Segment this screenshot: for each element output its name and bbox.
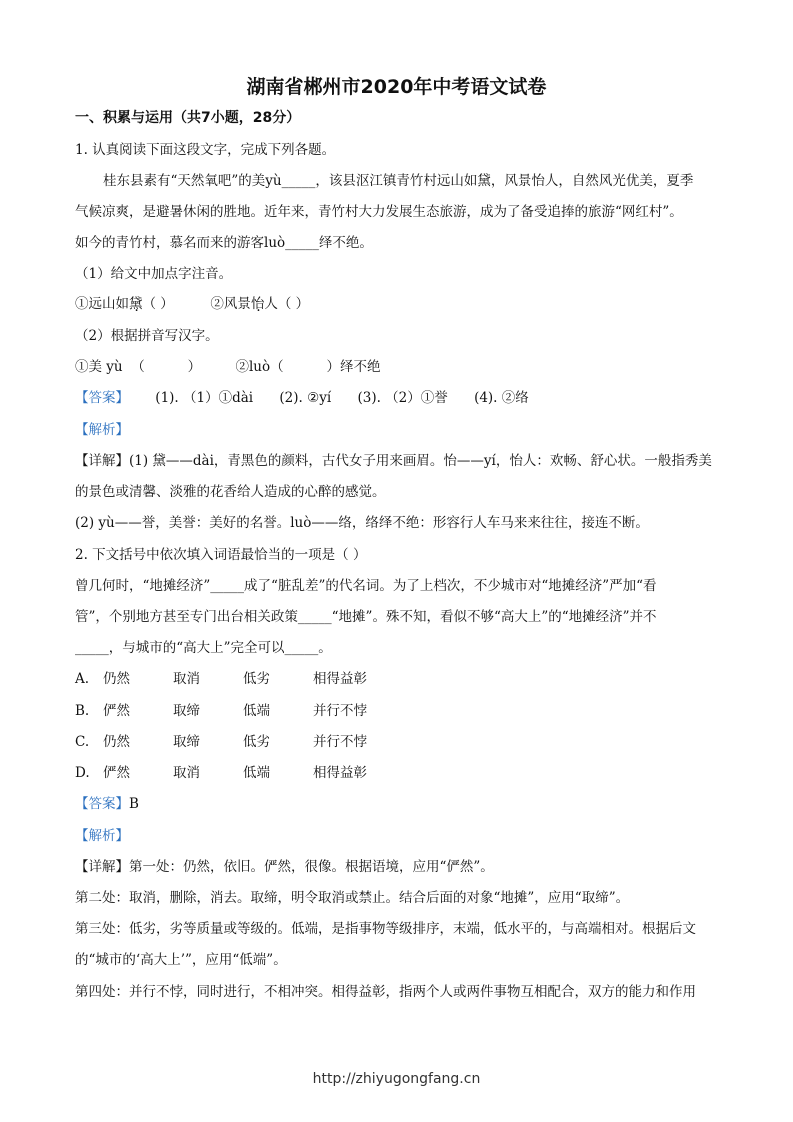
- analysis-tag: 【解析】: [75, 422, 129, 438]
- q2-answer: [75, 794, 723, 814]
- q2-option-c: [75, 732, 723, 752]
- option-word: 相得益彰: [313, 765, 367, 781]
- footer-url: http://zhiyugongfang.cn: [312, 1071, 481, 1087]
- q1-passage-line1: 桂东县素有“天然氧吧”的美yù_____，该县沤江镇青竹村远山如黛，风景怡人，自然风光优美，夏季: [103, 173, 694, 189]
- q1-sub1-a-post: （ ）: [142, 296, 174, 312]
- answer-item: (3). （2）①誉: [357, 390, 448, 406]
- q2-detail-line5: 第四处：并行不悖，同时进行，不相冲突。相得益彰，指两个人或两件事物互相配合，双方的能力和作用: [75, 984, 696, 1000]
- q2-option-b: [75, 701, 723, 721]
- q2-detail-line4: 的“城市的‘高大上’”，应用“低端”。: [75, 952, 287, 968]
- answer-item: (4). ②络: [474, 390, 529, 406]
- option-key: C.: [75, 734, 90, 750]
- q1-sub1-a-pre: ①远山如: [75, 296, 129, 312]
- option-word: 相得益彰: [313, 671, 367, 687]
- option-word: 低劣: [243, 734, 270, 750]
- q1-passage-line3: 如今的青竹村，慕名而来的游客luò_____绎不绝。: [75, 235, 373, 251]
- option-word: 低劣: [243, 671, 270, 687]
- option-word: 并行不悖: [313, 734, 367, 750]
- option-word: 取消: [173, 765, 200, 781]
- option-word: 取消: [173, 671, 200, 687]
- option-key: D.: [75, 765, 90, 781]
- answer-item: (1). （1）①dài: [155, 390, 254, 406]
- q1-sub1: （1）给文中加点字注音。: [75, 266, 233, 282]
- q1-detail-line1: 【详解】(1) 黛——dài，青黑色的颜料，古代女子用来画眉。怡——yí，怡人：欢畅、舒心状。一般指秀美: [75, 453, 712, 469]
- option-word: 并行不悖: [313, 703, 367, 719]
- option-word: 低端: [243, 703, 270, 719]
- q1-answer: [75, 388, 723, 408]
- option-key: A.: [75, 671, 90, 687]
- q2-detail-line1: 【详解】第一处：仍然，依旧。俨然，很像。根据语境，应用“俨然”。: [75, 859, 494, 875]
- q2-passage-line1: 曾几何时，“地摊经济”_____成了“脏乱差”的代名词。为了上档次，不少城市对“地摊经济”严加“看: [75, 578, 657, 594]
- section-heading: 一、积累与运用（共7小题，28分）: [75, 110, 301, 126]
- option-word: 低端: [243, 765, 270, 781]
- q1-passage-line2: 气候凉爽，是避暑休闲的胜地。近年来，青竹村大力发展生态旅游，成为了备受追捧的旅游“网红村”。: [75, 204, 683, 220]
- option-word: 取缔: [173, 734, 200, 750]
- answer-value: B: [129, 796, 139, 812]
- q1-sub1-b-pre: ②风景: [210, 296, 251, 312]
- answer-tag: 【答案】: [75, 796, 129, 812]
- answer-item: (2). ②yí: [279, 390, 332, 406]
- q1-sub2-items: ①美 yù （ ） ②luò（ ）绎不绝: [75, 359, 381, 375]
- q2-passage-line3: _____，与城市的“高大上”完全可以_____。: [75, 640, 332, 656]
- q2-passage-line2: 管”，个别地方甚至专门出台相关政策_____“地摊”。殊不知，看似不够“高大上”的“地摊经济”并不: [75, 609, 657, 625]
- q2-detail-line2: 第二处：取消，删除，消去。取缔，明令取消或禁止。结合后面的对象“地摊”，应用“取缔”。: [75, 890, 630, 906]
- q1-sub2: （2）根据拼音写汉字。: [75, 328, 219, 344]
- q1-sub1-a-char: 黛: [129, 296, 143, 312]
- analysis-tag: 【解析】: [75, 828, 129, 844]
- option-word: 仍然: [103, 734, 130, 750]
- q1-sub1-b-post: 人（ ）: [264, 296, 310, 312]
- page-title: 湖南省郴州市2020年中考语文试卷: [246, 76, 547, 98]
- q1-sub1-b-char: 怡: [250, 296, 265, 312]
- q1-sub1-items: [75, 294, 723, 314]
- q2-stem: 2. 下文括号中依次填入词语最恰当的一项是（ ）: [75, 547, 367, 563]
- option-word: 俨然: [103, 765, 130, 781]
- option-key: B.: [75, 703, 90, 719]
- answer-tag: 【答案】: [75, 390, 129, 406]
- q1-stem: 1. 认真阅读下面这段文字，完成下列各题。: [75, 142, 336, 158]
- option-word: 俨然: [103, 703, 130, 719]
- option-word: 仍然: [103, 671, 130, 687]
- q2-option-d: [75, 763, 723, 783]
- option-word: 取缔: [173, 703, 200, 719]
- q2-detail-line3: 第三处：低劣，劣等质量或等级的。低端，是指事物等级排序，末端，低水平的，与高端相对。根据后文: [75, 921, 696, 937]
- q1-detail-line3: (2) yù——誉，美誉：美好的名誉。luò——络，络绎不绝：形容行人车马来来往往，接连不断。: [75, 515, 649, 531]
- q2-option-a: [75, 669, 723, 689]
- q1-detail-line2: 的景色或清馨、淡雅的花香给人造成的心醉的感觉。: [75, 484, 386, 500]
